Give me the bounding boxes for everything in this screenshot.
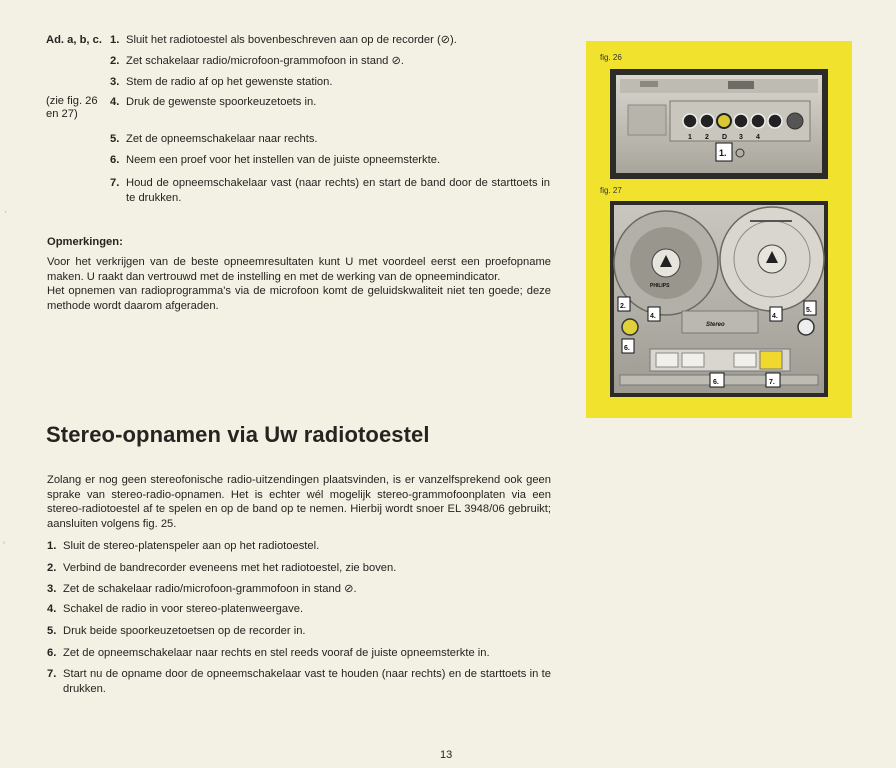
step-text: Zet de opneemschakelaar naar rechts.: [126, 133, 318, 145]
step-text: Sluit de stereo-platenspeler aan op het radiotoestel.: [63, 540, 320, 552]
dial-label: 1: [688, 134, 692, 141]
step-text: Druk de gewenste spoorkeuzetoets in.: [126, 96, 317, 108]
step-number: 1.: [110, 34, 120, 46]
step-text: Stem de radio af op het gewenste station.: [126, 76, 333, 88]
step-number: 5.: [110, 133, 120, 145]
step-number: 7.: [47, 668, 57, 680]
figure-panel: [586, 41, 852, 418]
step-number: 4.: [47, 603, 57, 615]
fig27-callout: 4.: [772, 313, 778, 320]
fig27-label: fig. 27: [600, 186, 622, 195]
stereo-intro: Zolang er nog geen stereofonische radio-uitzendingen plaatsvinden, is er vanzelfsprekend ook geen sprake van stereo-radio-opnamen. Het is echter wél mogelijk stereo-grammofoonplaten via een stereo-radiotoestel af te spelen en op de band op te nemen. Hierbij wordt snoer EL 3948/06 gebruikt; aansluiten volgens fig. 25.: [47, 474, 551, 530]
step-number: 2.: [110, 55, 120, 67]
step-number: 6.: [110, 154, 120, 166]
page-number: 13: [440, 749, 453, 761]
section-heading: Stereo-opnamen via Uw radiotoestel: [46, 422, 430, 447]
fig26-photo: [610, 69, 828, 179]
fig27-callout: 7.: [769, 379, 775, 386]
dial-label: 3: [739, 134, 743, 141]
step-text: Start nu de opname door de opneemschakelaar vast te houden (naar rechts) en de starttoets in te drukken.: [63, 668, 551, 695]
step-number: 3.: [110, 76, 120, 88]
step-number: 6.: [47, 647, 57, 659]
step-number: 7.: [110, 177, 120, 189]
step-text: Schakel de radio in voor stereo-platenweergave.: [63, 603, 304, 615]
dial-label: 2: [705, 134, 709, 141]
fig27-callout: 4.: [650, 313, 656, 320]
fig27-callout: 2.: [620, 303, 626, 310]
step-text: Houd de opneemschakelaar vast (naar rechts) en start de band door de starttoets in te drukken.: [126, 177, 550, 204]
step-number: 3.: [47, 583, 57, 595]
remarks-paragraph: Het opnemen van radioprogramma's via de microfoon komt de geluidskwaliteit niet ten goede; deze methode wordt daarom afgeraden.: [47, 285, 551, 312]
fig26-callout: 1.: [719, 148, 727, 158]
lead-zie-fig: (zie fig. 26 en 27): [46, 95, 98, 120]
fig26-label: fig. 26: [600, 53, 622, 62]
fig27-callout: 6.: [713, 379, 719, 386]
fig27-callout: 5.: [806, 307, 812, 314]
step-number: 1.: [47, 540, 57, 552]
fig27-drawing: [610, 201, 828, 397]
brand-label: PHILIPS: [650, 283, 670, 289]
fig26-drawing: [610, 69, 828, 179]
dial-label: 4: [756, 134, 760, 141]
step-text: Zet de opneemschakelaar naar rechts en stel reeds vooraf de juiste opneemsterkte in.: [63, 647, 490, 659]
step-text: Zet de schakelaar radio/microfoon-grammofoon in stand ⊘.: [63, 583, 357, 595]
dial-label: D: [722, 134, 728, 141]
fig27-photo: [610, 201, 828, 397]
remarks-title: Opmerkingen:: [47, 236, 123, 248]
step-number: 2.: [47, 562, 57, 574]
step-text: Sluit het radiotoestel als bovenbeschreven aan op de recorder (⊘).: [126, 34, 457, 46]
fig27-callout: 6.: [624, 345, 630, 352]
step-text: Zet schakelaar radio/microfoon-grammofoon in stand ⊘.: [126, 55, 404, 67]
margin-tick-mark: ‘: [3, 540, 5, 550]
remarks-paragraph: Voor het verkrijgen van de beste opneemresultaten kunt U met voordeel eerst een proefopname maken. U raakt dan vertrouwd met de instelling en met de werking van de opneemindicator.: [47, 256, 551, 283]
step-text: Druk beide spoorkeuzetoetsen op de recorder in.: [63, 625, 306, 637]
lead-ad: Ad. a, b, c.: [46, 34, 102, 46]
margin-tick-mark: ˋ: [4, 210, 7, 220]
model-label: Stereo: [706, 322, 725, 328]
step-text: Neem een proef voor het instellen van de juiste opneemsterkte.: [126, 154, 441, 166]
step-number: 5.: [47, 625, 57, 637]
remarks-body: [47, 255, 551, 313]
step-text: Verbind de bandrecorder eveneens met het radiotoestel, zie boven.: [63, 562, 397, 574]
step-number: 4.: [110, 96, 120, 108]
